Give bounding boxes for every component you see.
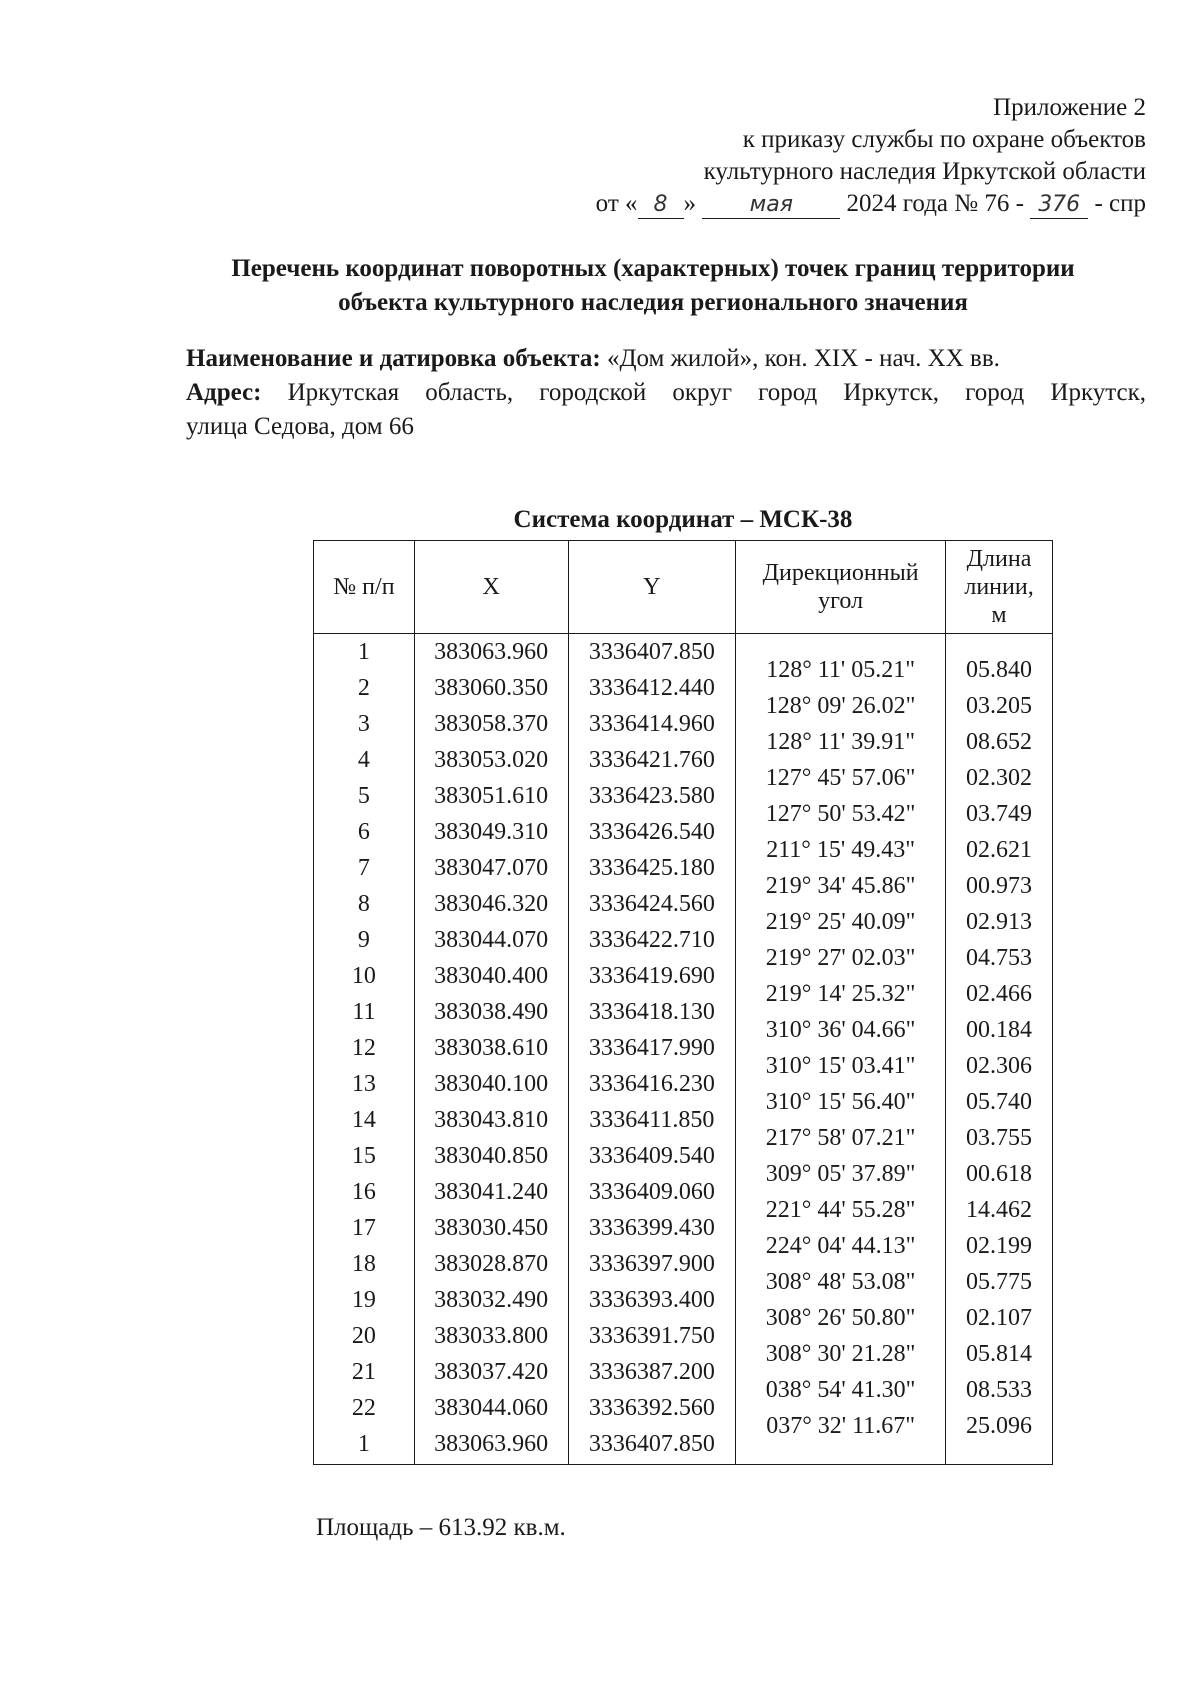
point-x: 383043.810 — [434, 1107, 549, 1133]
segment-angle: 128° 11' 39.91" — [766, 729, 916, 755]
point-x: 383058.370 — [434, 711, 549, 737]
point-x: 383040.100 — [434, 1071, 549, 1097]
point-x: 383044.060 — [434, 1395, 549, 1421]
date-mid: » — [683, 190, 697, 217]
segment-angle: 128° 11' 05.21" — [766, 657, 916, 683]
point-y: 3336412.440 — [588, 675, 715, 701]
order-date-line — [596, 188, 1146, 220]
point-number: 2 — [357, 675, 370, 701]
table-title: Система координат – МСК-38 — [513, 506, 853, 533]
point-number: 14 — [351, 1107, 376, 1133]
point-y: 3336416.230 — [588, 1071, 715, 1097]
point-x: 383044.070 — [434, 927, 549, 953]
x-column — [414, 634, 568, 1465]
point-y: 3336399.430 — [588, 1215, 715, 1241]
segment-angle: 310° 15' 03.41" — [765, 1053, 916, 1079]
segment-angle: 221° 44' 55.28" — [765, 1197, 916, 1223]
segment-angle: 219° 34' 45.86" — [765, 873, 916, 899]
segment-length: 08.652 — [966, 729, 1033, 755]
length-column — [946, 634, 1053, 1465]
segment-length: 25.096 — [966, 1413, 1033, 1439]
header-x: X — [414, 541, 568, 634]
point-number: 20 — [351, 1323, 376, 1349]
segment-length: 02.306 — [966, 1053, 1033, 1079]
header-angle — [736, 541, 946, 634]
point-x: 383063.960 — [434, 1431, 549, 1457]
header-num: № п/п — [314, 541, 415, 634]
point-y: 3336418.130 — [588, 999, 715, 1025]
num-column — [314, 634, 415, 1465]
appendix-line-3: культурного наследия Иркутской области — [703, 158, 1146, 185]
segment-angle: 310° 36' 04.66" — [765, 1017, 916, 1043]
point-x: 383040.400 — [434, 963, 549, 989]
point-x: 383047.070 — [434, 855, 549, 881]
point-y: 3336423.580 — [588, 783, 715, 809]
appendix-line-2: к приказу службы по охране объектов — [742, 126, 1146, 153]
segment-length: 05.775 — [966, 1269, 1033, 1295]
object-name — [186, 342, 1146, 376]
title-line-2: объекта культурного наследия регионального значения — [338, 289, 968, 316]
point-y: 3336391.750 — [588, 1323, 715, 1349]
segment-angle: 308° 48' 53.08" — [765, 1269, 916, 1295]
point-y: 3336414.960 — [588, 711, 715, 737]
point-y: 3336424.560 — [588, 891, 715, 917]
point-y: 3336407.850 — [588, 1431, 715, 1457]
point-number: 16 — [351, 1179, 376, 1205]
point-y: 3336407.850 — [588, 639, 715, 665]
segment-length: 02.466 — [966, 981, 1033, 1007]
segment-angle: 219° 25' 40.09" — [765, 909, 916, 935]
point-y: 3336425.180 — [588, 855, 715, 881]
point-y: 3336387.200 — [588, 1359, 715, 1385]
point-x: 383033.800 — [434, 1323, 549, 1349]
point-number: 9 — [357, 927, 370, 953]
point-x: 383037.420 — [434, 1359, 549, 1385]
point-number: 10 — [351, 963, 376, 989]
segment-length: 02.199 — [966, 1233, 1033, 1259]
header-length-line-3: м — [991, 602, 1007, 628]
point-number: 22 — [351, 1395, 376, 1421]
point-y: 3336422.710 — [588, 927, 715, 953]
point-number: 8 — [357, 891, 370, 917]
header-length-line-1: Длина — [966, 546, 1032, 572]
segment-angle: 308° 30' 21.28" — [765, 1341, 916, 1367]
segment-angle: 308° 26' 50.80" — [765, 1305, 916, 1331]
object-info — [186, 342, 1146, 444]
segment-length: 14.462 — [966, 1197, 1033, 1223]
document-title — [160, 252, 1146, 320]
segment-angle: 211° 15' 49.43" — [766, 837, 916, 863]
point-x: 383028.870 — [434, 1251, 549, 1277]
point-y: 3336397.900 — [588, 1251, 715, 1277]
point-x: 383063.960 — [434, 639, 549, 665]
header-angle-line-2: угол — [818, 588, 864, 614]
segment-angle: 128° 09' 26.02" — [765, 693, 916, 719]
segment-length: 05.814 — [966, 1341, 1033, 1367]
point-x: 383051.610 — [434, 783, 549, 809]
point-number: 15 — [351, 1143, 376, 1169]
point-y: 3336426.540 — [588, 819, 715, 845]
point-y: 3336409.540 — [588, 1143, 715, 1169]
segment-angle: 219° 27' 02.03" — [765, 945, 916, 971]
point-number: 13 — [351, 1071, 376, 1097]
header-y: Y — [568, 541, 736, 634]
segment-length: 02.302 — [966, 765, 1033, 791]
order-suffix: - спр — [1094, 190, 1146, 217]
segment-length: 03.205 — [966, 693, 1033, 719]
segment-length: 02.107 — [966, 1305, 1033, 1331]
point-number: 1 — [357, 1431, 370, 1457]
segment-length: 08.533 — [966, 1377, 1033, 1403]
point-number: 19 — [351, 1287, 376, 1313]
point-y: 3336411.850 — [589, 1107, 715, 1133]
segment-length: 00.184 — [966, 1017, 1033, 1043]
coordinates-table — [313, 540, 1053, 1465]
segment-angle: 310° 15' 56.40" — [765, 1089, 916, 1115]
header-angle-line-1: Дирекционный — [762, 560, 919, 586]
point-y: 3336421.760 — [588, 747, 715, 773]
segment-length: 00.973 — [966, 873, 1033, 899]
point-x: 383060.350 — [434, 675, 549, 701]
table-header-row — [314, 541, 1053, 634]
segment-length: 02.621 — [966, 837, 1033, 863]
handwritten-day: 8 — [638, 192, 684, 219]
title-line-1: Перечень координат поворотных (характерных) точек границ территории — [231, 255, 1075, 282]
address-line-2: улица Седова, дом 66 — [186, 413, 414, 440]
segment-length: 02.913 — [966, 909, 1033, 935]
point-number: 7 — [357, 855, 370, 881]
date-suffix: 2024 года № 76 - — [846, 190, 1024, 217]
segment-angle: 127° 50' 53.42" — [765, 801, 916, 827]
point-y: 3336393.400 — [588, 1287, 715, 1313]
handwritten-month: мая — [702, 192, 840, 219]
table-body-row — [314, 634, 1053, 1465]
point-y: 3336419.690 — [588, 963, 715, 989]
object-name-value: «Дом жилой», кон. XIX - нач. XX вв. — [606, 345, 1000, 372]
point-x: 383049.310 — [434, 819, 549, 845]
point-number: 18 — [351, 1251, 376, 1277]
y-column — [568, 634, 736, 1465]
object-name-label: Наименование и датировка объекта: — [186, 345, 601, 372]
angle-column — [736, 634, 946, 1465]
point-x: 383041.240 — [434, 1179, 549, 1205]
point-y: 3336392.560 — [588, 1395, 715, 1421]
segment-angle: 037° 32' 11.67" — [766, 1413, 916, 1439]
point-number: 4 — [357, 747, 370, 773]
header-length-line-2: линии, — [964, 574, 1034, 600]
point-x: 383040.850 — [434, 1143, 549, 1169]
point-y: 3336417.990 — [588, 1035, 715, 1061]
segment-length: 05.740 — [966, 1089, 1033, 1115]
point-number: 5 — [357, 783, 370, 809]
point-x: 383038.610 — [434, 1035, 549, 1061]
point-x: 383053.020 — [434, 747, 549, 773]
point-number: 1 — [357, 639, 370, 665]
point-number: 3 — [357, 711, 370, 737]
segment-angle: 127° 45' 57.06" — [765, 765, 916, 791]
segment-length: 00.618 — [966, 1161, 1033, 1187]
header-length — [946, 541, 1053, 634]
point-x: 383032.490 — [434, 1287, 549, 1313]
point-x: 383046.320 — [434, 891, 549, 917]
point-number: 12 — [351, 1035, 376, 1061]
segment-angle: 224° 04' 44.13" — [765, 1233, 916, 1259]
area-total: Площадь – 613.92 кв.м. — [316, 1514, 566, 1541]
point-number: 11 — [352, 999, 376, 1025]
point-number: 21 — [351, 1359, 376, 1385]
segment-length: 03.755 — [966, 1125, 1033, 1151]
address-line-1 — [186, 376, 1146, 410]
appendix-header — [596, 92, 1146, 220]
address-label: Адрес: — [186, 379, 262, 406]
point-x: 383038.490 — [434, 999, 549, 1025]
segment-angle: 038° 54' 41.30" — [765, 1377, 916, 1403]
segment-length: 05.840 — [966, 657, 1033, 683]
date-prefix: от « — [595, 190, 638, 217]
point-y: 3336409.060 — [588, 1179, 715, 1205]
segment-length: 03.749 — [966, 801, 1033, 827]
point-number: 6 — [357, 819, 370, 845]
segment-angle: 309° 05' 37.89" — [765, 1161, 916, 1187]
point-x: 383030.450 — [434, 1215, 549, 1241]
segment-angle: 217° 58' 07.21" — [765, 1125, 916, 1151]
segment-angle: 219° 14' 25.32" — [765, 981, 916, 1007]
handwritten-order-number: 376 — [1030, 192, 1088, 219]
address-value-1: Иркутская область, городской округ город Иркутск, город Иркутск, — [287, 379, 1146, 406]
segment-length: 04.753 — [966, 945, 1033, 971]
point-number: 17 — [351, 1215, 376, 1241]
appendix-line-1: Приложение 2 — [993, 94, 1146, 121]
